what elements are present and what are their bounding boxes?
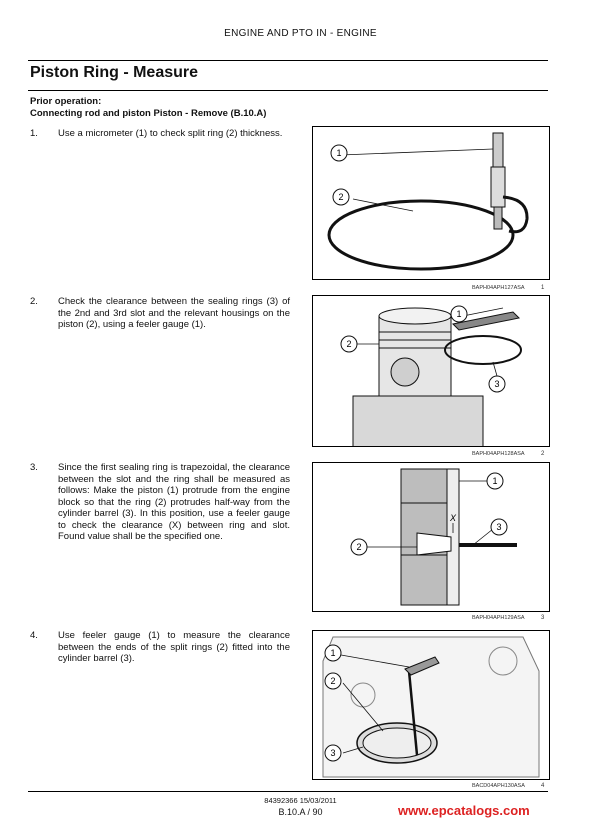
callout-3: 3 — [494, 379, 500, 389]
piston-illustration — [313, 296, 549, 446]
figure-piston-feeler — [312, 295, 550, 447]
step-text: Use feeler gauge (1) to measure the clearance between the ends of the split rings (2) fitted into the cylinder barrel (3). — [58, 630, 290, 664]
page-number: B.10.A / 90 — [278, 807, 323, 817]
step-text: Check the clearance between the sealing rings (3) of the 2nd and 3rd slot and the relevant housings on the piston (2), using a feeler gauge (1). — [58, 296, 290, 330]
figure-ring-clearance — [312, 462, 550, 612]
dimension-x: X — [449, 513, 457, 523]
step-number: 1. — [30, 128, 38, 139]
callout-2: 2 — [338, 192, 344, 202]
callout-2: 2 — [330, 676, 336, 686]
document-code: 84392366 15/03/2011 — [264, 796, 337, 805]
prior-operation-link[interactable]: Connecting rod and piston Piston - Remove (B.10.A) — [30, 108, 267, 119]
callout-1: 1 — [336, 148, 342, 158]
figure-ring-gap — [312, 630, 550, 780]
divider — [28, 791, 548, 792]
callout-1: 1 — [456, 309, 462, 319]
figure-number: 1 — [541, 285, 545, 291]
figure-number: 4 — [541, 783, 545, 789]
figure-caption: BAPH04APH128ASA — [472, 451, 525, 457]
prior-operation — [30, 96, 266, 120]
section-header: ENGINE AND PTO IN - ENGINE — [224, 28, 377, 39]
figure-caption: BAPH04APH127ASA — [472, 285, 525, 291]
page-title: Piston Ring - Measure — [30, 64, 199, 81]
callout-1: 1 — [330, 648, 336, 658]
callout-1: 1 — [492, 476, 498, 486]
ring-section-illustration — [313, 463, 549, 611]
callout-3: 3 — [330, 748, 336, 758]
figure-number: 2 — [541, 451, 545, 457]
micrometer-illustration — [313, 127, 549, 279]
step-text: Since the first sealing ring is trapezoidal, the clearance between the slot and the ring shall be measured as follows: Make the piston (1) protrude from the engine block so that the ring (2) protrudes half-way from the cylinder barrel (3). In this position, use a feeler gauge to check the clearance (X) between ring and slot. Found value shall be the specified one. — [58, 462, 290, 542]
watermark: www.epcatalogs.com — [398, 803, 530, 818]
callout-3: 3 — [496, 522, 502, 532]
divider — [28, 60, 548, 61]
figure-caption: BAPH04APH129ASA — [472, 615, 525, 621]
prior-operation-label: Prior operation: — [30, 96, 102, 107]
cylinder-barrel-illustration — [313, 631, 549, 779]
figure-number: 3 — [541, 615, 545, 621]
step-number: 3. — [30, 462, 38, 473]
divider — [28, 90, 548, 91]
step-number: 4. — [30, 630, 38, 641]
callout-2: 2 — [356, 542, 362, 552]
callout-2: 2 — [346, 339, 352, 349]
figure-micrometer — [312, 126, 550, 280]
step-number: 2. — [30, 296, 38, 307]
step-text: Use a micrometer (1) to check split ring (2) thickness. — [58, 128, 283, 139]
figure-caption: BACD04APH130ASA — [472, 783, 525, 789]
